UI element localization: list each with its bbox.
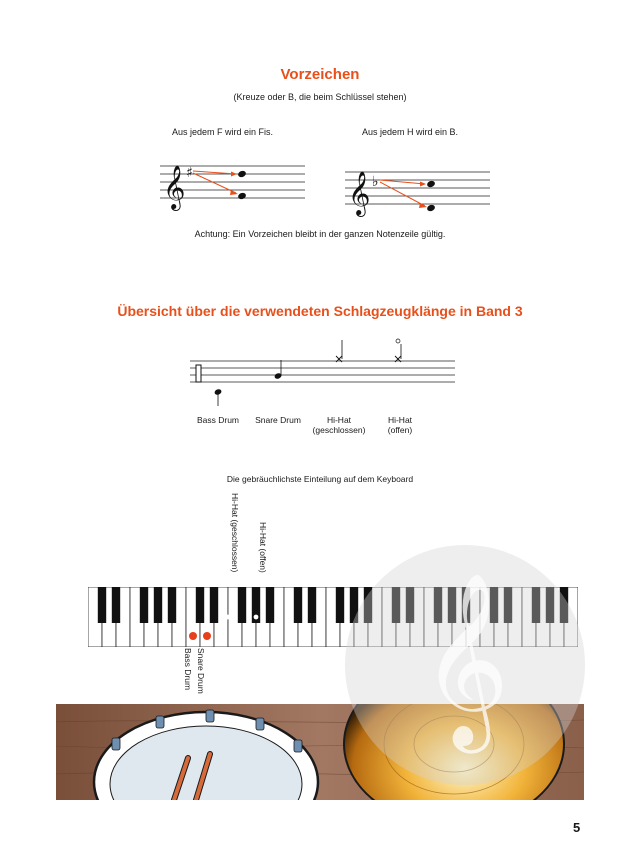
black-key (154, 587, 162, 623)
black-key (308, 587, 316, 623)
flat-rule-text: Aus jedem H wird ein B. (362, 127, 459, 137)
accidentals-note: Achtung: Ein Vorzeichen bleibt in der ganzen Notenzeile gültig. (194, 229, 446, 239)
black-key (364, 587, 372, 623)
black-key (140, 587, 148, 623)
treble-clef-icon: 𝄞 (348, 171, 371, 215)
hihat-open-label: Hi-Hat (offen) (387, 415, 413, 435)
sharp-icon: ♯ (186, 165, 193, 181)
hihat-open-key-marker (254, 615, 259, 620)
black-key (350, 587, 358, 623)
hihat-closed-key-marker (226, 615, 231, 620)
keyboard-label-snare: Snare Drum (196, 648, 206, 694)
snare-drum-label: Snare Drum (255, 415, 301, 425)
black-key (238, 587, 246, 623)
black-key (112, 587, 120, 623)
cymbal-illustration (344, 704, 564, 800)
snare-drum-key-marker (203, 632, 211, 640)
black-key (560, 587, 568, 623)
keyboard-label-bass: Bass Drum (183, 648, 193, 691)
black-key (448, 587, 456, 623)
page-number: 5 (573, 820, 581, 835)
flat-icon: ♭ (372, 174, 379, 190)
bass-drum-label: Bass Drum (196, 415, 240, 425)
black-key (294, 587, 302, 623)
sharp-rule-text: Aus jedem F wird ein Fis. (172, 127, 274, 137)
keyboard-label-hihat-closed: Hi-Hat (geschlossen) (230, 493, 240, 573)
bass-drum-key-marker (189, 632, 197, 640)
keyboard-caption: Die gebräuchlichste Einteilung auf dem Keyboard (226, 474, 414, 484)
drum-illustration (56, 704, 584, 800)
black-key (532, 587, 540, 623)
drum-staff (190, 336, 455, 408)
keyboard (88, 587, 578, 647)
flat-staff (345, 166, 490, 222)
black-key (490, 587, 498, 623)
sharp-staff (160, 160, 305, 216)
black-key (504, 587, 512, 623)
black-key (546, 587, 554, 623)
black-key (98, 587, 106, 623)
black-key (196, 587, 204, 623)
hihat-closed-label: Hi-Hat (geschlossen) (312, 415, 366, 435)
black-key (434, 587, 442, 623)
black-key (406, 587, 414, 623)
black-key (168, 587, 176, 623)
black-key (266, 587, 274, 623)
percussion-clef-icon (196, 365, 201, 382)
svg-text:𝄞: 𝄞 (420, 572, 510, 746)
hihat-closed-note (336, 340, 342, 362)
treble-clef-icon: 𝄞 (163, 165, 186, 209)
black-key (462, 587, 470, 623)
black-key (336, 587, 344, 623)
keyboard-label-hihat-open: Hi-Hat (offen) (258, 522, 268, 573)
hihat-open-note (395, 339, 401, 362)
drums-title: Übersicht über die verwendeten Schlagzeugklänge in Band 3 (117, 303, 523, 319)
black-key (210, 587, 218, 623)
accidentals-title: Vorzeichen (280, 66, 360, 83)
black-key (392, 587, 400, 623)
accidentals-subtitle: (Kreuze oder B, die beim Schlüssel stehen) (233, 92, 407, 102)
